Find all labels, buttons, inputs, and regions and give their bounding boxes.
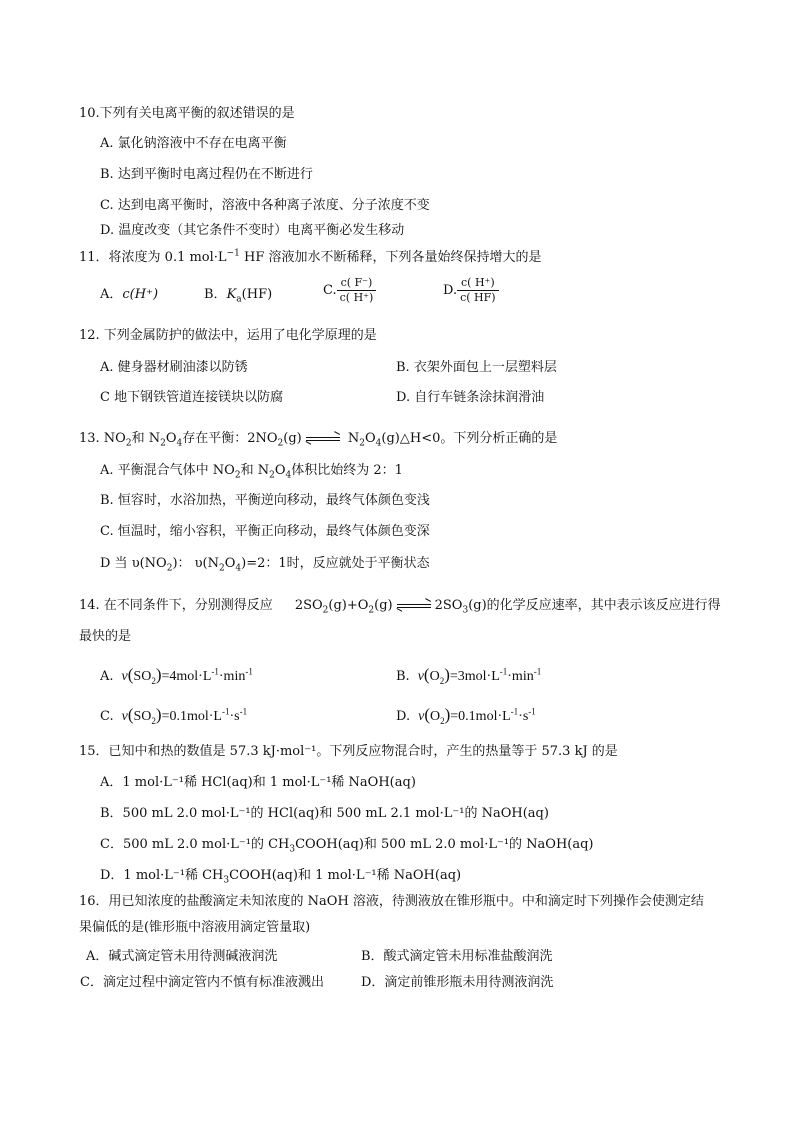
q10-option-c: C. 达到电离平衡时，溶液中各种离子浓度、分子浓度不变 <box>100 198 430 213</box>
equilibrium-arrow-icon <box>306 435 340 443</box>
q16-stem-line2: 果偏低的是(锥形瓶中溶液用滴定管量取) <box>79 920 311 935</box>
q13-stem: 13. $NO_2$和 $N_2O_4$存在平衡：$2NO_2(g)$ $N_2O_4(g)\triangle H<0$。下列分析正确的是 <box>79 431 558 449</box>
q11-option-d-fraction: $\frac{c( H^+)}{c( HF)}$ <box>457 276 498 305</box>
q13-option-c: C. 恒温时，缩小容积，平衡正向移动，最终气体颜色变深 <box>100 524 430 539</box>
q14-option-a: A. $\nu(SO_2)=4mol\cdot L^{-1}\cdot\min^{-1}$ <box>100 665 253 686</box>
q13-option-a: A. 平衡混合气体中 $NO_2$和 $N_2O_4$体积比始终为 2：1 <box>100 463 403 481</box>
q14-option-c: C. $\nu(SO_2)=0.1mol\cdot L^{-1}\cdot s^{-1}$ <box>100 705 248 726</box>
q13-option-d: D 当 $\upsilon(NO_2)$： $\upsilon(N_2O_4)=2$：1时，反应就处于平衡状态 <box>100 556 430 574</box>
q14-stem-line2: 最快的是 <box>79 629 132 644</box>
q15-option-c: C．500 mL 2.0 mol·L⁻¹的 $CH_3COOH(aq)$和 500 mL 2.0 mol·L⁻¹的 NaOH(aq) <box>100 837 594 855</box>
q12-stem: 12. 下列金属防护的做法中，运用了电化学原理的是 <box>79 328 377 343</box>
q14-option-d: D. $\nu(O_2)=0.1mol\cdot L^{-1}\cdot s^{-1}$ <box>396 705 536 726</box>
q11-option-b: B．$K_a(HF)$ <box>204 287 273 305</box>
q16-option-c: C．滴定过程中滴定管内不慎有标准液溅出 <box>80 975 324 990</box>
q15-option-d: D．1 mol·L⁻¹稀 $CH_3COOH(aq)$和 1 mol·L⁻¹稀 NaOH(aq) <box>100 868 462 886</box>
q10-option-d: D. 温度改变（其它条件不变时）电离平衡必发生移动 <box>100 223 405 238</box>
q12-option-a: A. 健身器材刷油漆以防锈 <box>100 360 248 375</box>
q12-option-b: B. 衣架外面包上一层塑料层 <box>396 360 557 375</box>
q12-option-c: C 地下钢铁管道连接镁块以防腐 <box>100 390 284 405</box>
q14-stem-line1: 14. 在不同条件下，分别测得反应 $2SO_2(g)+O_2(g)$ $2SO_3(g)$的化学反应速率，其中表示该反应进行得 <box>79 598 721 616</box>
equilibrium-arrow-icon <box>397 602 431 610</box>
q16-stem-line1: 16．用已知浓度的盐酸滴定未知浓度的 NaOH 溶液，待测液放在锥形瓶中。中和滴定时下列操作会使测定结 <box>79 894 704 909</box>
q15-stem: 15．已知中和热的数值是 57.3 kJ·mol⁻¹。下列反应物混合时，产生的热量等于 57.3 kJ 的是 <box>79 744 618 759</box>
q14-option-b: B. $\nu(O_2)=3mol\cdot L^{-1}\cdot\min^{-1}$ <box>396 665 542 686</box>
q10-option-a: A. 氯化钠溶液中不存在电离平衡 <box>100 136 287 151</box>
q11-option-c-fraction: $\frac{c( F^-)}{c( H^+)}$ <box>337 276 377 305</box>
q13-option-b: B. 恒容时，水浴加热，平衡逆向移动，最终气体颜色变浅 <box>100 493 430 508</box>
q16-option-b: B．酸式滴定管未用标准盐酸润洗 <box>361 949 553 964</box>
q10-stem: 10.下列有关电离平衡的叙述错误的是 <box>79 106 295 121</box>
q11-stem: 11．将浓度为 0.1 $mol\cdot L^{-1}$ HF 溶液加水不断稀释，下列各量始终保持增大的是 <box>79 248 542 265</box>
q16-option-a: A．碱式滴定管未用待测碱液润洗 <box>86 949 278 964</box>
q15-option-b: B．500 mL 2.0 mol·L⁻¹的 HCl(aq)和 500 mL 2.1 mol·L⁻¹的 NaOH(aq) <box>100 806 549 821</box>
q11-option-c: C. $\frac{c( F^-)}{c( H^+)}$ <box>323 276 376 306</box>
q10-option-b: B. 达到平衡时电离过程仍在不断进行 <box>100 167 313 182</box>
q11-option-a: A．c(H⁺) <box>100 287 159 302</box>
q16-option-d: D．滴定前锥形瓶未用待测液润洗 <box>361 975 554 990</box>
q15-option-a: A．1 mol·L⁻¹稀 HCl(aq)和 1 mol·L⁻¹稀 NaOH(aq) <box>100 775 416 790</box>
q11-option-d: D. $\frac{c( H^+)}{c( HF)}$ <box>443 276 499 306</box>
q12-option-d: D. 自行车链条涂抹润滑油 <box>396 390 545 405</box>
